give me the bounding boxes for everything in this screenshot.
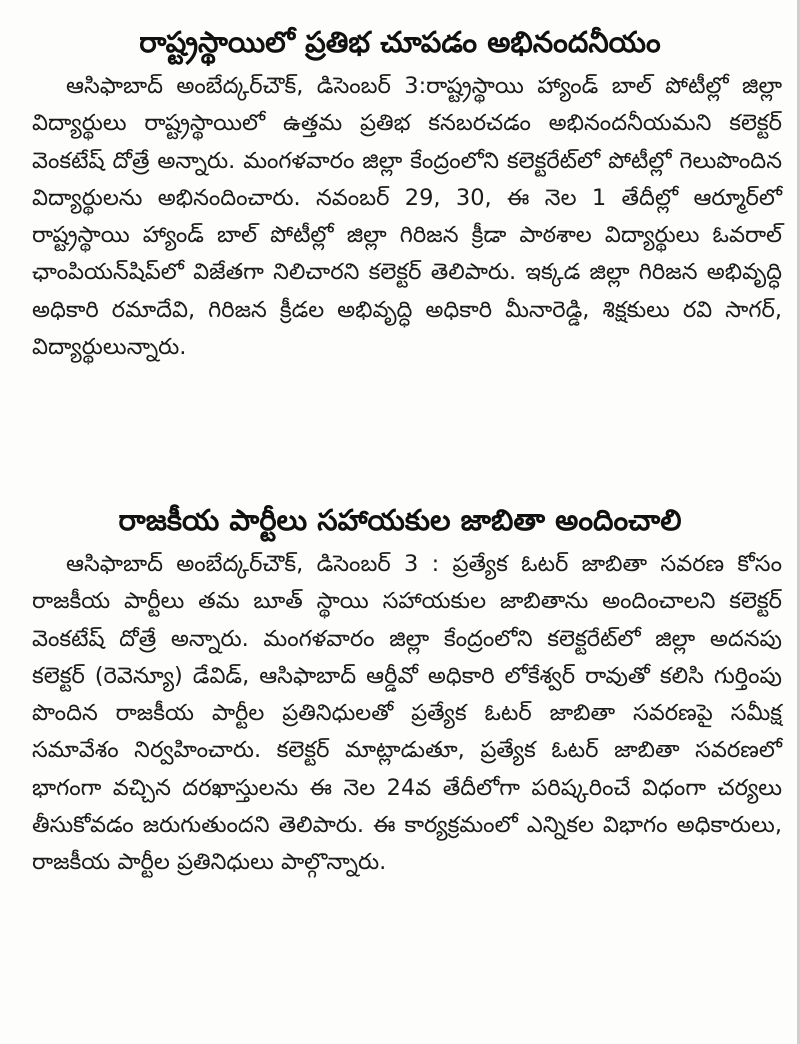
article-body: ఆసిఫాబాద్ అంబేద్కర్‌చౌక్, డిసెంబర్ 3:రాష్ట్రస్థాయి హ్యాండ్ బాల్ పోటీల్లో జిల్లా విద్యార్థులు రాష్ట్రస్థాయిలో ఉత్తమ ప్రతిభ కనబరచడం అభినందనీయమని కలెక్టర్ వెంకటేష్ దోత్రే అన్నారు. మంగళవారం జిల్లా కేంద్రంలోని కలెక్టరేట్‌లో పోటీల్లో గెలుపొందిన విద్యార్థులను అభినందించారు. నవంబర్ 29, 30, ఈ నెల 1 తేదీల్లో ఆర్మూర్‌లో రాష్ట్రస్థాయి హ్యాండ్ బాల్ పోటీల్లో జిల్లా గిరిజన క్రీడా పాఠశాల విద్యార్థులు ఓవరాల్ ఛాంపియన్‌షిప్‌లో విజేతగా నిలిచారని కలెక్టర్ తెలిపారు. ఇక్కడ జిల్లా గిరిజన అభివృద్ధి అధికారి రమాదేవి, గిరిజన క్రీడల అభివృద్ధి అధికారి మీనారెడ్డి, శిక్షకులు రవి సాగర్, విద్యార్థులున్నారు.: [32, 73, 782, 361]
article-headline: రాష్ట్రస్థాయిలో ప్రతిభ చూపడం అభినందనీయం: [139, 25, 661, 59]
article-talent: [12, 22, 788, 366]
article-voter-list: [12, 500, 788, 882]
article-headline: రాజకీయ పార్టీలు సహాయకుల జాబితా అందించాలి: [118, 503, 682, 537]
article-body: ఆసిఫాబాద్ అంబేద్కర్‌చౌక్, డిసెంబర్ 3 : ప్రత్యేక ఓటర్ జాబితా సవరణ కోసం రాజకీయ పార్టీలు తమ బూత్ స్థాయి సహాయకుల జాబితాను అందించాలని కలెక్టర్ వెంకటేష్ దోత్రే అన్నారు. మంగళవారం జిల్లా కేంద్రంలోని కలెక్టరేట్‌లో జిల్లా అదనపు కలెక్టర్ (రెవెన్యూ) డేవిడ్, ఆసిఫాబాద్ ఆర్డీవో అధికారి లోకేశ్వర్ రావుతో కలిసి గుర్తింపు పొందిన రాజకీయ పార్టీల ప్రతినిధులతో ప్రత్యేక ఓటర్ జాబితా సవరణపై సమీక్ష సమావేశం నిర్వహించారు. కలెక్టర్ మాట్లాడుతూ, ప్రత్యేక ఓటర్ జాబితా సవరణలో భాగంగా వచ్చిన దరఖాస్తులను ఈ నెల 24వ తేదీలోగా పరిష్కరించే విధంగా చర్యలు తీసుకోవడం జరుగుతుందని తెలిపారు. ఈ కార్యక్రమంలో ఎన్నికల విభాగం అధికారులు, రాజకీయ పార్టీల ప్రతినిధులు పాల్గొన్నారు.: [32, 551, 782, 876]
